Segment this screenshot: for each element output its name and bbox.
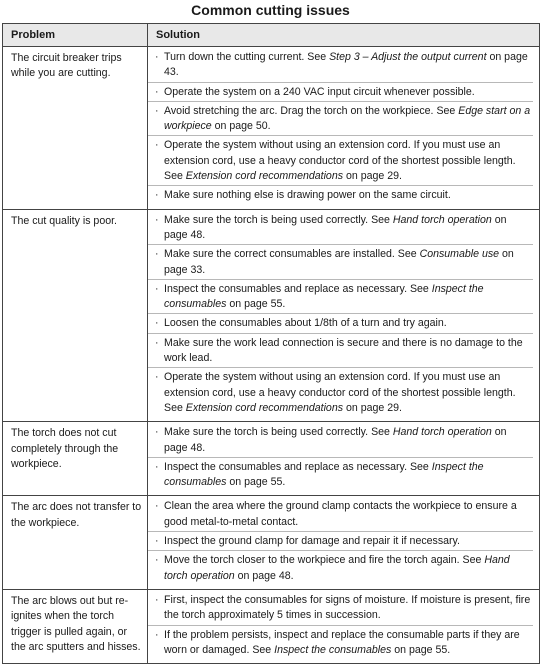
bullet-icon: · xyxy=(155,554,159,567)
cross-reference: Hand torch operation xyxy=(392,426,492,439)
solution-item xyxy=(148,593,533,626)
bullet-icon: · xyxy=(155,104,159,117)
cross-reference: Inspect the consumables xyxy=(274,643,392,656)
cross-reference: Edge start on a workpiece xyxy=(164,104,531,133)
solution-text: on page 29. xyxy=(343,170,402,183)
solution-item xyxy=(148,282,533,315)
solution-item xyxy=(148,188,533,204)
solution-cell xyxy=(148,422,540,496)
bullet-icon: · xyxy=(155,248,159,261)
solution-text: Make sure the torch is being used correctly. See xyxy=(164,426,393,439)
solution-item xyxy=(148,247,533,280)
cross-reference: Inspect the consumables xyxy=(164,282,484,311)
solution-text: Make sure the correct consumables are installed. See xyxy=(164,248,420,261)
solution-column-header: Solution xyxy=(148,24,540,47)
solution-item xyxy=(148,213,533,246)
bullet-icon: · xyxy=(155,213,159,226)
cross-reference: Hand torch operation xyxy=(164,554,510,582)
problem-cell: The arc does not transfer to the workpiece. xyxy=(3,496,148,589)
solution-text: Inspect the consumables and replace as necessary. See xyxy=(164,282,432,295)
solution-item xyxy=(148,85,533,102)
solution-cell xyxy=(148,209,540,422)
bullet-icon: · xyxy=(155,317,159,330)
solution-text: on page 33. xyxy=(164,248,514,276)
cross-reference: Extension cord recommendations xyxy=(185,170,344,183)
solution-item xyxy=(148,336,533,369)
table-row xyxy=(3,496,540,589)
solution-cell xyxy=(148,496,540,589)
bullet-icon: · xyxy=(155,282,159,295)
solution-text: Operate the system without using an extension cord. If you must use an extension cord, use a heavy conductor cord of the shortest possible length. See xyxy=(164,139,516,183)
table-row xyxy=(3,209,540,422)
bullet-icon: · xyxy=(155,460,159,473)
solution-cell xyxy=(148,589,540,663)
table-row xyxy=(3,422,540,496)
solution-text: on page 48. xyxy=(234,569,294,582)
cross-reference: Inspect the consumables xyxy=(164,460,484,489)
solution-text: If the problem persists, inspect and replace the consumable parts if they are worn or damaged. See xyxy=(164,628,520,656)
solution-text: Loosen the consumables about 1/8th of a turn and try again. xyxy=(164,317,447,330)
solution-text: Operate the system without using an extension cord. If you must use an extension cord, use a heavy conductor cord of the shortest possible length. See xyxy=(164,371,516,414)
cross-reference: Consumable use xyxy=(419,248,500,261)
table-row xyxy=(3,589,540,663)
bullet-icon: · xyxy=(155,593,159,606)
solution-text: Make sure the work lead connection is secure and there is no damage to the work lead. xyxy=(164,336,523,365)
solution-text: on page 43. xyxy=(164,51,528,79)
solution-text: Turn down the cutting current. See xyxy=(164,51,330,63)
bullet-icon: · xyxy=(155,189,159,202)
solution-text: Operate the system on a 240 VAC input circuit whenever possible. xyxy=(164,85,475,98)
problem-cell: The torch does not cut completely through the workpiece. xyxy=(3,422,148,496)
solution-item xyxy=(148,460,533,492)
cross-reference: Step 3 – Adjust the output current xyxy=(329,51,487,63)
solution-text: on page 48. xyxy=(164,213,507,241)
solution-text: Make sure nothing else is drawing power on the same circuit. xyxy=(164,189,451,202)
bullet-icon: · xyxy=(155,426,159,439)
page-title: Common cutting issues xyxy=(191,2,350,18)
solution-item xyxy=(148,138,533,186)
table-header-row xyxy=(3,24,540,47)
cross-reference: Extension cord recommendations xyxy=(185,401,344,414)
solution-item xyxy=(148,50,533,83)
bullet-icon: · xyxy=(155,500,159,513)
solution-text: on page 55. xyxy=(226,298,286,311)
solution-text: Inspect the ground clamp for damage and repair it if necessary. xyxy=(164,535,460,548)
problem-cell: The circuit breaker trips while you are cutting. xyxy=(3,47,148,210)
bullet-icon: · xyxy=(155,139,159,152)
solution-cell xyxy=(148,47,540,210)
solution-text: on page 29. xyxy=(343,401,402,414)
bullet-icon: · xyxy=(155,85,159,98)
solution-text: First, inspect the consumables for signs of moisture. If moisture is present, fire the torch approximately 5 times in succession. xyxy=(164,593,531,622)
solution-item xyxy=(148,628,533,660)
solution-text: Make sure the torch is being used correctly. See xyxy=(164,213,393,226)
solution-text: on page 55. xyxy=(226,476,286,489)
solution-text: on page 55. xyxy=(391,643,451,656)
solution-text: on page 48. xyxy=(164,426,507,454)
solution-item xyxy=(148,425,533,458)
cutting-issues-table xyxy=(2,23,540,664)
solution-item xyxy=(148,104,533,137)
solution-text: Avoid stretching the arc. Drag the torch on the workpiece. See xyxy=(164,104,459,117)
solution-item xyxy=(148,499,533,532)
bullet-icon: · xyxy=(155,51,159,63)
solution-item xyxy=(148,316,533,333)
solution-item xyxy=(148,553,533,585)
bullet-icon: · xyxy=(155,628,159,641)
problem-cell: The cut quality is poor. xyxy=(3,209,148,422)
solution-text: Move the torch closer to the workpiece and fire the torch again. See xyxy=(164,554,485,567)
bullet-icon: · xyxy=(155,371,159,384)
solution-item xyxy=(148,370,533,417)
solution-text: Clean the area where the ground clamp contacts the workpiece to ensure a good metal-to-metal contact. xyxy=(164,500,517,528)
problem-cell: The arc blows out but re-ignites when the torch trigger is pulled again, or the arc sputters and hisses. xyxy=(3,589,148,663)
problem-column-header: Problem xyxy=(3,24,148,47)
bullet-icon: · xyxy=(155,535,159,548)
table-row xyxy=(3,47,540,210)
solution-text: on page 50. xyxy=(211,120,271,133)
solution-text: Inspect the consumables and replace as necessary. See xyxy=(164,460,432,473)
bullet-icon: · xyxy=(155,336,159,349)
solution-item xyxy=(148,534,533,551)
cross-reference: Hand torch operation xyxy=(392,213,492,226)
